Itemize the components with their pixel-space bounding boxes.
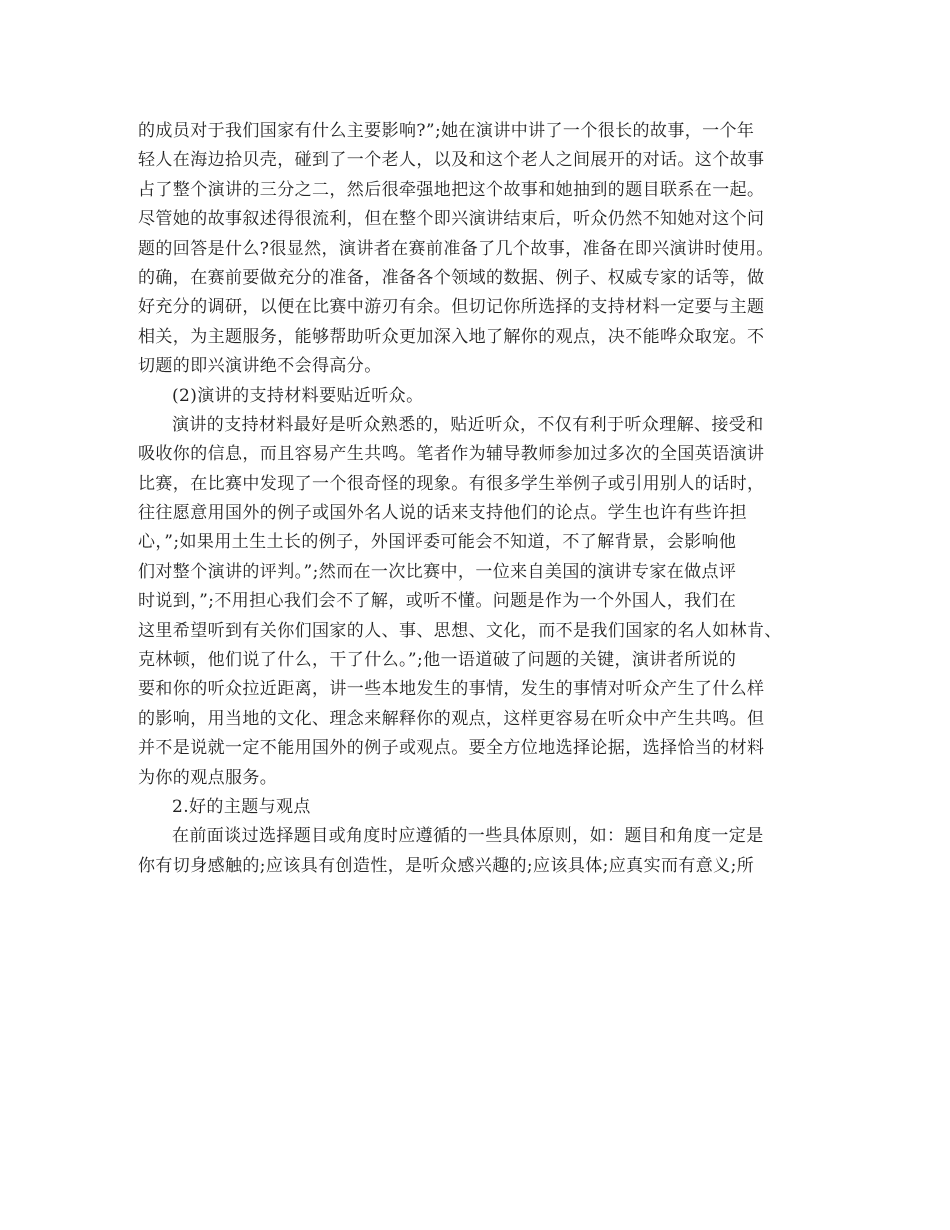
text-line: 好充分的调研，以便在比赛中游刃有余。但切记你所选择的支持材料一定要与主题 — [138, 297, 765, 318]
section-heading: (2)演讲的支持材料要贴近听众。 — [172, 385, 424, 406]
text-line: 这里希望听到有关你们国家的人、事、思想、文化，而不是我们国家的名人如林肯、 — [138, 620, 782, 641]
text-line: 们对整个演讲的评判。”;然而在一次比赛中，一位来自美国的演讲专家在做点评 — [138, 561, 737, 582]
text-line: 演讲的支持材料最好是听众熟悉的，贴近听众，不仅有利于听众理解、接受和 — [172, 414, 764, 435]
text-line: 并不是说就一定不能用国外的例子或观点。要全方位地选择论据，选择恰当的材料 — [138, 738, 765, 759]
text-line: 心，”;如果用土生土长的例子，外国评委可能会不知道，不了解背景，会影响他 — [138, 532, 737, 553]
text-line: 占了整个演讲的三分之二，然后很牵强地把这个故事和她抽到的题目联系在一起。 — [138, 179, 765, 200]
text-line: 时说到，”;不用担心我们会不了解，或听不懂。问题是作为一个外国人，我们在 — [138, 591, 737, 612]
text-line: 相关，为主题服务，能够帮助听众更加深入地了解你的观点，决不能哗众取宠。不 — [138, 326, 765, 347]
text-line: 的影响，用当地的文化、理念来解释你的观点，这样更容易在听众中产生共鸣。但 — [138, 708, 765, 729]
text-line: 要和你的听众拉近距离，讲一些本地发生的事情，发生的事情对听众产生了什么样 — [138, 679, 765, 700]
text-line: 吸收你的信息，而且容易产生共鸣。笔者作为辅导教师参加过多次的全国英语演讲 — [138, 444, 765, 465]
text-line: 克林顿，他们说了什么，干了什么。”;他一语道破了问题的关键，演讲者所说的 — [138, 650, 737, 671]
text-line: 的成员对于我们国家有什么主要影响?”;她在演讲中讲了一个很长的故事，一个年 — [138, 121, 755, 141]
text-line: 题的回答是什么?很显然，演讲者在赛前准备了几个故事，准备在即兴演讲时使用。 — [138, 238, 774, 259]
text-line: 在前面谈过选择题目或角度时应遵循的一些具体原则，如：题目和角度一定是 — [172, 826, 764, 847]
text-line: 往往愿意用国外的例子或国外名人说的话来支持他们的论点。学生也许有些许担 — [138, 503, 747, 524]
text-line: 比赛，在比赛中发现了一个很奇怪的现象。有很多学生举例子或引用别人的话时， — [138, 473, 765, 494]
body-text — [138, 117, 828, 881]
text-line: 尽管她的故事叙述得很流利，但在整个即兴演讲结束后，听众仍然不知她对这个问 — [138, 209, 765, 230]
text-line: 切题的即兴演讲绝不会得高分。 — [138, 356, 382, 377]
text-line: 为你的观点服务。 — [138, 767, 278, 788]
section-heading: 2.好的主题与观点 — [172, 796, 311, 817]
text-line: 轻人在海边拾贝壳，碰到了一个老人，以及和这个老人之间展开的对话。这个故事 — [138, 150, 765, 171]
text-line: 你有切身感触的;应该具有创造性，是听众感兴趣的;应该具体;应真实而有意义;所 — [138, 855, 755, 876]
text-line: 的确，在赛前要做充分的准备，准备各个领域的数据、例子、权威专家的话等，做 — [138, 267, 765, 288]
